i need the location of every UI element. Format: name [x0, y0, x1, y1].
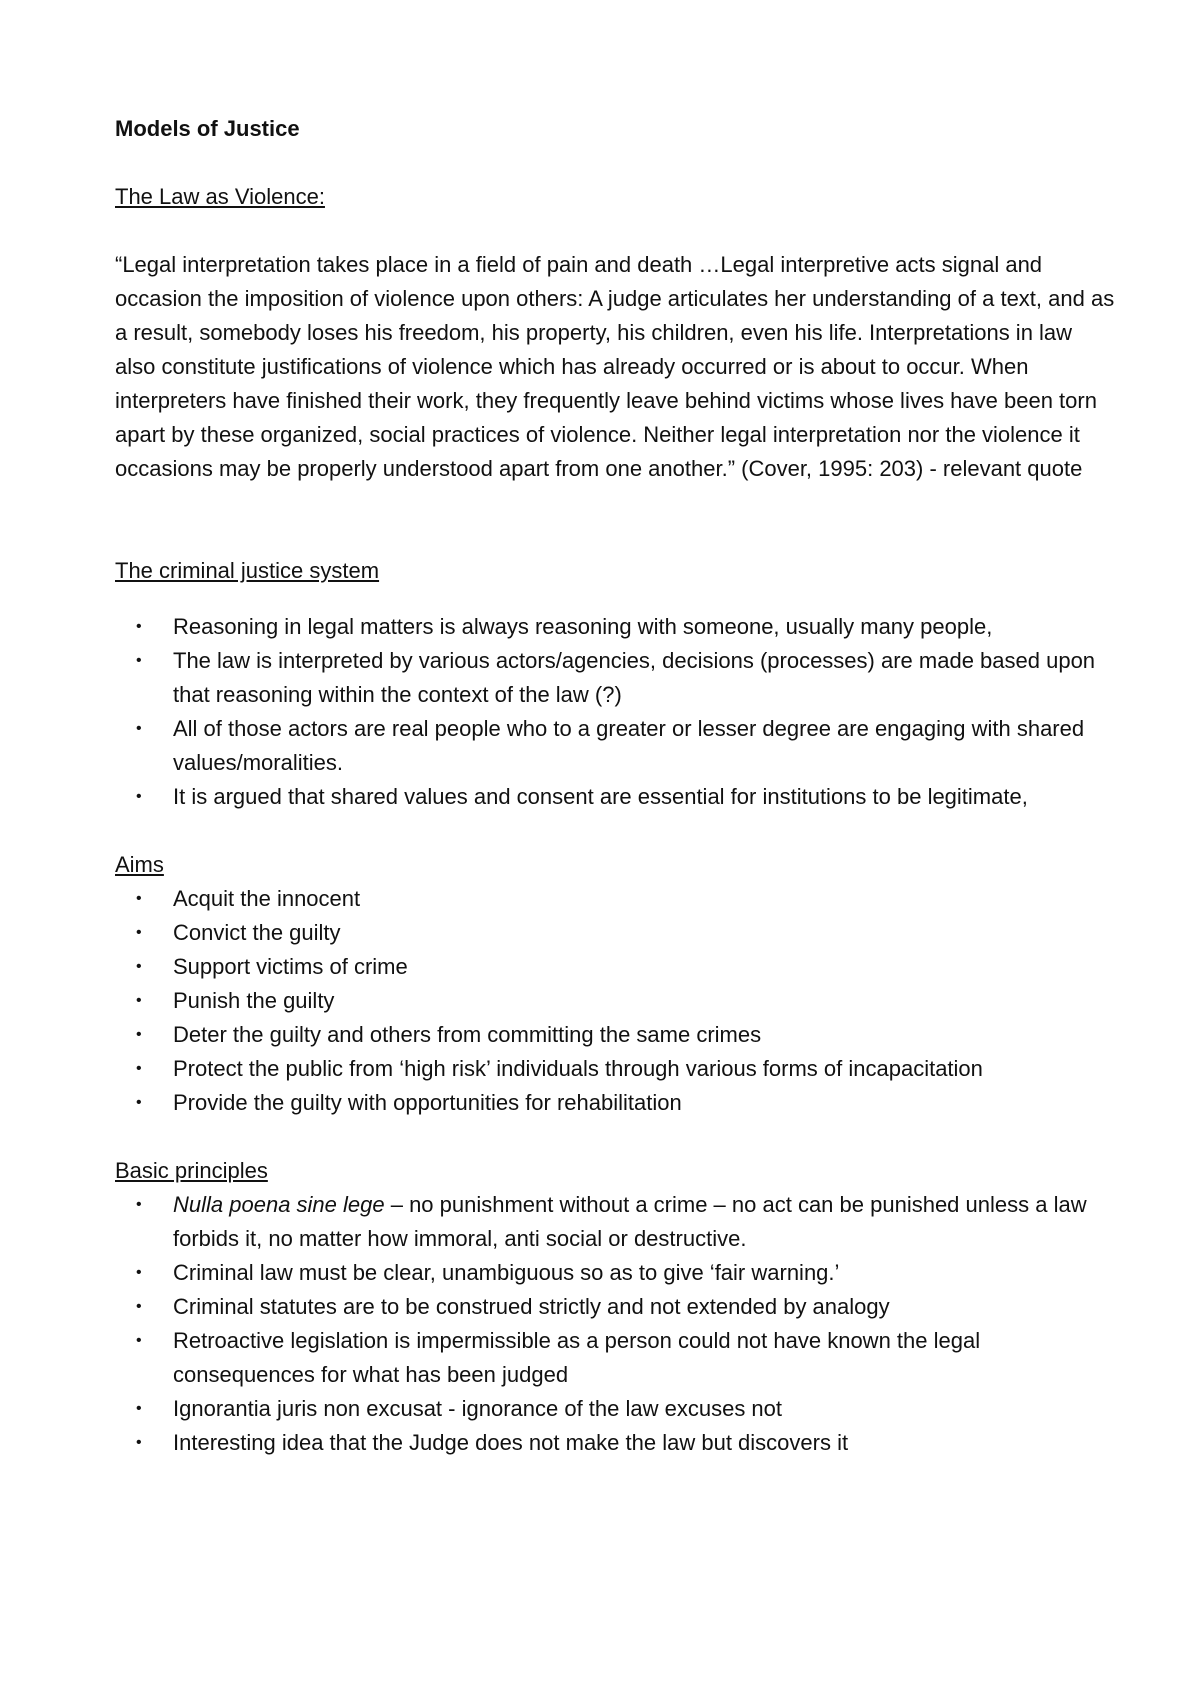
- bullet-icon: •: [136, 1264, 142, 1281]
- list-item: [115, 1256, 1115, 1290]
- list-item-text: The law is interpreted by various actors/agencies, decisions (processes) are made based upon that reasoning within the context of the law (?): [173, 648, 1096, 707]
- spacer: [115, 486, 1115, 554]
- list-item-text: All of those actors are real people who to a greater or lesser degree are engaging with shared values/moralities.: [173, 716, 1085, 775]
- list-item-text: Support victims of crime: [173, 954, 408, 979]
- list-item-text: Punish the guilty: [173, 988, 335, 1013]
- list-item-text: Provide the guilty with opportunities for rehabilitation: [173, 1090, 682, 1115]
- list-item: [115, 1426, 1115, 1460]
- list-item: [115, 1290, 1115, 1324]
- bullet-icon: •: [136, 1400, 142, 1417]
- list-item-text: Deter the guilty and others from committing the same crimes: [173, 1022, 762, 1047]
- spacer: [115, 588, 1115, 610]
- list-item: [115, 1324, 1115, 1392]
- bullet-icon: •: [136, 1026, 142, 1043]
- section-heading-law-as-violence: The Law as Violence:: [115, 184, 325, 209]
- list-item-text: Criminal statutes are to be construed strictly and not extended by analogy: [173, 1294, 890, 1319]
- list-item-text: Reasoning in legal matters is always reasoning with someone, usually many people,: [173, 614, 993, 639]
- list-item: [115, 780, 1115, 814]
- cover-quote-paragraph: “Legal interpretation takes place in a field of pain and death …Legal interpretive acts signal and occasion the imposition of violence upon others: A judge articulates her understanding of a text, and as a result, somebody loses his freedom, his property, his children, even his life. Interpretations in law also constitute justifications of violence which has already occurred or is about to occur. When interpreters have finished their work, they frequently leave behind victims whose lives have been torn apart by these organized, social practices of violence. Neither legal interpretation nor the violence it occasions may be properly understood apart from one another.” (Cover, 1995: 203) - relevant quote: [115, 252, 1115, 481]
- bullet-icon: •: [136, 890, 142, 907]
- list-item-text: Acquit the innocent: [173, 886, 361, 911]
- list-item: [115, 1052, 1115, 1086]
- list-item: [115, 610, 1115, 644]
- section-heading-aims: Aims: [115, 852, 164, 877]
- list-item-text: Ignorantia juris non excusat - ignorance of the law excuses not: [173, 1396, 783, 1421]
- bullet-icon: •: [136, 788, 142, 805]
- bullet-icon: •: [136, 618, 142, 635]
- list-item: [115, 1018, 1115, 1052]
- bullet-icon: •: [136, 1298, 142, 1315]
- section-heading-criminal-justice-system: The criminal justice system: [115, 558, 380, 583]
- list-item-text: Protect the public from ‘high risk’ individuals through various forms of incapacitation: [173, 1056, 983, 1081]
- list-item: [115, 882, 1115, 916]
- bullet-icon: •: [136, 1332, 142, 1349]
- bullet-icon: •: [136, 924, 142, 941]
- bullet-icon: •: [136, 720, 142, 737]
- latin-maxim-text: Nulla poena sine lege: [173, 1192, 385, 1217]
- section-heading-basic-principles: Basic principles: [115, 1158, 268, 1183]
- list-item: [115, 644, 1115, 712]
- bullet-icon: •: [136, 652, 142, 669]
- list-item-text: Interesting idea that the Judge does not make the law but discovers it: [173, 1430, 849, 1455]
- list-item-text: – no punishment without a crime – no act can be punished unless a law forbids it, no matter how immoral, anti social or destructive.: [173, 1192, 1087, 1251]
- document-title: Models of Justice: [115, 116, 300, 141]
- bullet-icon: •: [136, 958, 142, 975]
- list-item-text: Retroactive legislation is impermissible as a person could not have known the legal consequences for what has been judged: [173, 1328, 981, 1387]
- bullet-icon: •: [136, 992, 142, 1009]
- spacer: [115, 146, 1115, 180]
- list-item: [115, 1086, 1115, 1120]
- list-item: [115, 984, 1115, 1018]
- aims-list: [115, 882, 1115, 1120]
- list-item: [115, 916, 1115, 950]
- list-item: [115, 712, 1115, 780]
- list-item-text: It is argued that shared values and consent are essential for institutions to be legitimate,: [173, 784, 1028, 809]
- spacer: [115, 1120, 1115, 1154]
- bullet-icon: •: [136, 1094, 142, 1111]
- basic-principles-list: [115, 1188, 1115, 1460]
- list-item: [115, 1188, 1115, 1256]
- spacer: [115, 214, 1115, 248]
- list-item-text: Criminal law must be clear, unambiguous so as to give ‘fair warning.’: [173, 1260, 840, 1285]
- list-item-text: Convict the guilty: [173, 920, 341, 945]
- spacer: [115, 814, 1115, 848]
- bullet-icon: •: [136, 1060, 142, 1077]
- list-item: [115, 950, 1115, 984]
- list-item: [115, 1392, 1115, 1426]
- document-page: [115, 112, 1115, 1460]
- bullet-icon: •: [136, 1434, 142, 1451]
- criminal-justice-list: [115, 610, 1115, 814]
- bullet-icon: •: [136, 1196, 142, 1213]
